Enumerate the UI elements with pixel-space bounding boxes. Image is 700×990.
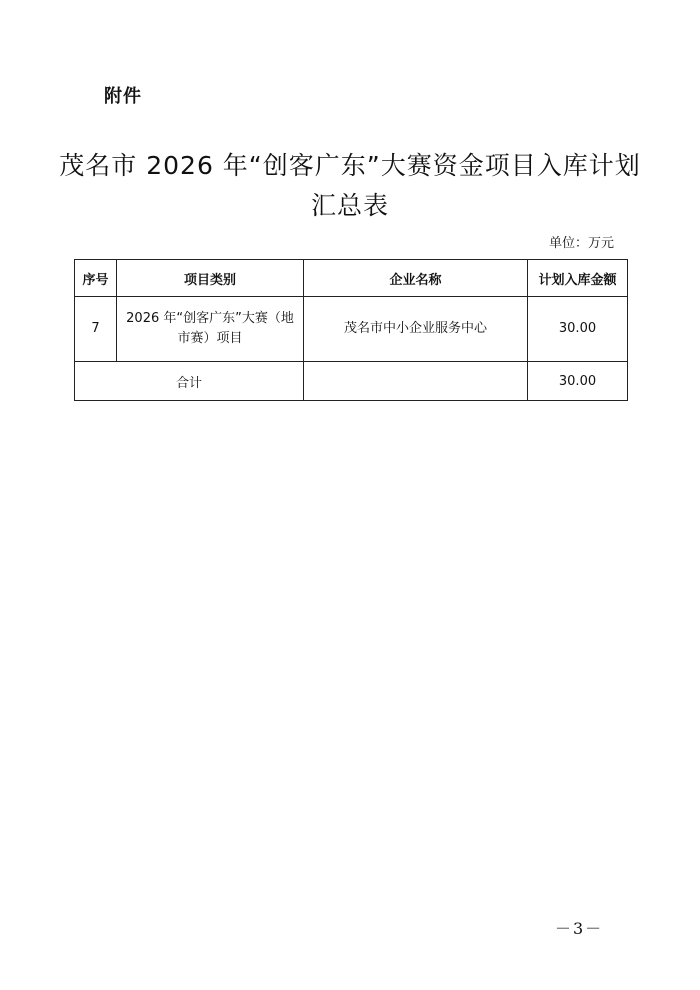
table-row <box>75 297 628 362</box>
document-title-line2: 汇总表 <box>310 191 389 220</box>
summary-table <box>74 259 628 401</box>
unit-label: 单位：万元 <box>548 236 614 251</box>
cell-company: 茂名市中小企业服务中心 <box>304 297 528 362</box>
header-index: 序号 <box>75 260 117 297</box>
page-number: －3－ <box>555 919 604 938</box>
table-total-row <box>75 362 628 401</box>
attachment-label: 附件 <box>104 86 142 107</box>
total-label: 合计 <box>75 362 304 401</box>
total-amount: 30.00 <box>528 362 628 401</box>
total-company <box>304 362 528 401</box>
header-amount: 计划入库金额 <box>528 260 628 297</box>
header-company: 企业名称 <box>304 260 528 297</box>
cell-amount: 30.00 <box>528 297 628 362</box>
document-title-line1: 茂名市 2026 年“创客广东”大赛资金项目入库计划 <box>59 151 641 180</box>
header-category: 项目类别 <box>117 260 304 297</box>
table-header-row <box>75 260 628 297</box>
cell-category: 2026 年“创客广东”大赛（地市赛）项目 <box>117 297 304 362</box>
cell-index: 7 <box>75 297 117 362</box>
